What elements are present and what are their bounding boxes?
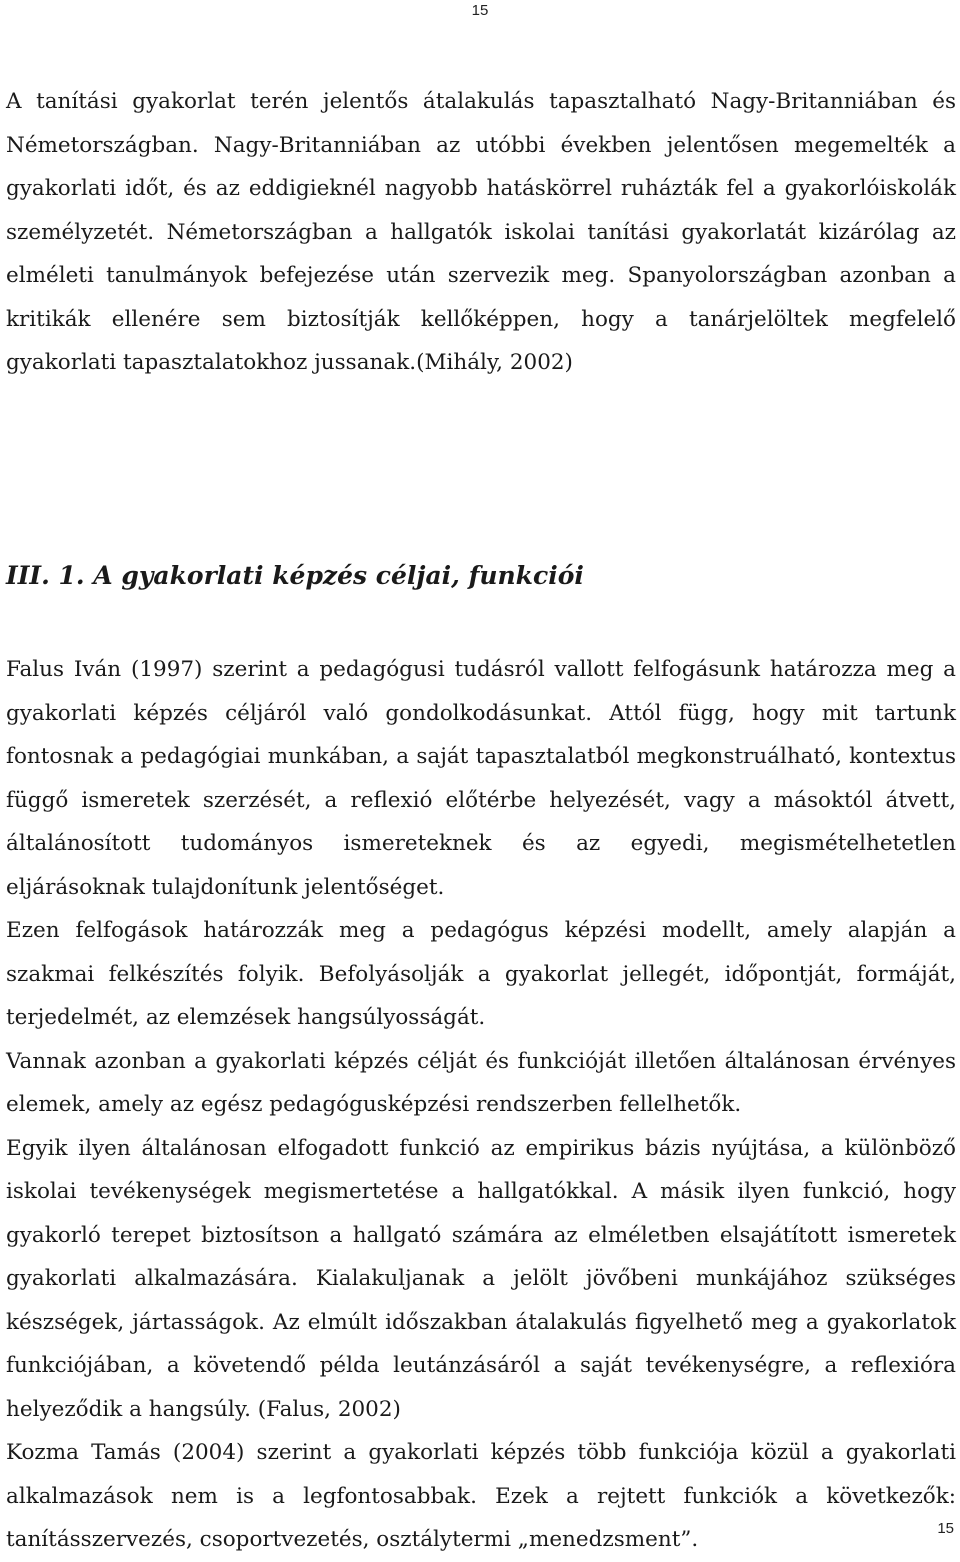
paragraph-2: Ezen felfogások határozzák meg a pedagógus képzési modellt, amely alapján a szakmai felkészítés folyik. Befolyásolják a gyakorlat jellegét, időpontját, formáját, terjedelmét, az elemzések hangsúlyosságát. — [6, 918, 956, 1030]
paragraph-4: Egyik ilyen általánosan elfogadott funkció az empirikus bázis nyújtása, a különböző iskolai tevékenységek megismertetése a hallgatókkal. A másik ilyen funkció, hogy gyakorló terepet biztosítson a hallgató számára az elméletben elsajátított ismeretek gyakorlati alkalmazására. Kialakuljanak a jelölt jövőbeni munkájához szükséges készségek, jártasságok. Az elmúlt időszakban átalakulás figyelhető meg a gyakorlatok funkciójában, a követendő példa leutánzásáról a saját tevékenységre, a reflexióra helyeződik a hangsúly. (Falus, 2002) — [6, 1135, 956, 1422]
section-body — [6, 648, 956, 1562]
page-number-top: 15 — [471, 2, 489, 19]
paragraph-5: Kozma Tamás (2004) szerint a gyakorlati képzés több funkciója közül a gyakorlati alkalmazások nem is a legfontosabbak. Ezek a rejtett funkciók a következők: tanításszervezés, csoportvezetés, osztálytermi „menedzsment”. — [6, 1440, 956, 1552]
intro-paragraph: A tanítási gyakorlat terén jelentős átalakulás tapasztalható Nagy-Britanniában és Németországban. Nagy-Britanniában az utóbbi években jelentősen megemelték a gyakorlati időt, és az eddigieknél nagyobb hatáskörrel ruházták fel a gyakorlóiskolák személyzetét. Németországban a hallgatók iskolai tanítási gyakorlatát kizárólag az elméleti tanulmányok befejezése után szervezik meg. Spanyolországban azonban a kritikák ellenére sem biztosítják kellőképpen, hogy a tanárjelöltek megfelelő gyakorlati tapasztalatokhoz jussanak.(Mihály, 2002) — [6, 89, 956, 375]
page-number-bottom: 15 — [937, 1520, 954, 1537]
paragraph-3: Vannak azonban a gyakorlati képzés célját és funkcióját illetően általánosan érvényes elemek, amely az egész pedagógusképzési rendszerben fellelhetők. — [6, 1048, 956, 1117]
section-heading: III. 1. A gyakorlati képzés céljai, funkciói — [6, 561, 584, 590]
paragraph-1: Falus Iván (1997) szerint a pedagógusi tudásról vallott felfogásunk határozza meg a gyakorlati képzés céljáról való gondolkodásunkat. Attól függ, hogy mit tartunk fontosnak a pedagógiai munkában, a saját tapasztalatból megkonstruálható, kontextus függő ismeretek szerzését, a reflexió előtérbe helyezését, vagy a másoktól átvett, általánosított tudományos ismereteknek és az egyedi, megismételhetetlen eljárásoknak tulajdonítunk jelentőséget. — [6, 657, 956, 900]
